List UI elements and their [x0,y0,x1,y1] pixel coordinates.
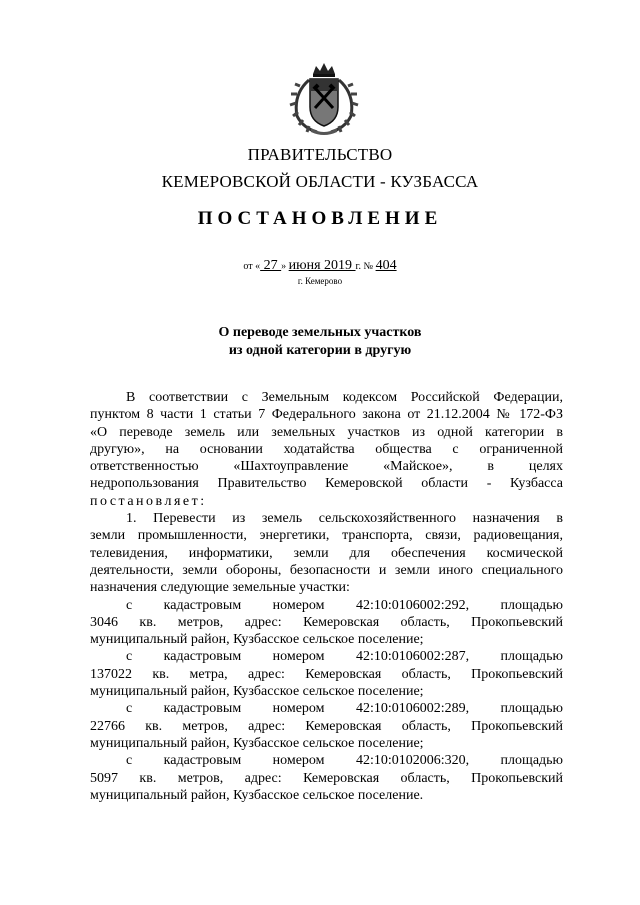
parcel-line: 22766 кв. метров, адрес: Кемеровская область, Прокопьевский [90,718,563,734]
parcel-line: муниципальный район, Кузбасское сельское поселение; [90,735,424,751]
preamble-line: недропользования Правительство Кемеровской области - Кузбасса [90,476,563,492]
parcel-line: муниципальный район, Кузбасское сельское поселение; [90,632,424,648]
item1-line: земли промышленности, энергетики, транспорта, связи, радиовещания, [90,528,563,544]
subject-line2: из одной категории в другую [228,343,412,358]
document-subject [0,324,640,360]
item1-line: 1. Перевести из земель сельскохозяйственного назначения в [126,511,563,527]
date-close-quote: » [281,261,289,272]
date-year-suffix: г. [355,261,362,272]
date-day: 27 [260,258,282,273]
date-from-label: от « [243,261,261,272]
parcel-line: с кадастровым номером 42:10:0106002:289, площадью [126,701,563,717]
parcel-line: муниципальный район, Кузбасское сельское поселение; [90,684,424,700]
item1-line: деятельности, земли обороны, безопасности и земли иного специального [90,562,563,578]
preamble-line: пунктом 8 части 1 статьи 7 Федерального закона от 21.12.2004 № 172-ФЗ [90,407,563,423]
item1-line: телевидения, информатики, земли для обеспечения космической [90,545,563,561]
government-name-line2: КЕМЕРОВСКОЙ ОБЛАСТИ - КУЗБАССА [161,172,479,191]
resolves-word: постановляет: [90,493,207,509]
parcel-line: муниципальный район, Кузбасское сельское поселение. [90,787,424,803]
preamble-line: ответственностью «Шахтоуправление «Майское», в целях [90,459,563,475]
date-number-line [0,258,640,274]
city-name: г. Кемерово [297,276,343,286]
parcel-line: с кадастровым номером 42:10:0106002:287, площадью [126,649,563,665]
date-month-year: июня 2019 [288,258,356,273]
document-type-title: ПОСТАНОВЛЕНИЕ [197,208,443,229]
coat-of-arms-emblem [289,60,359,136]
preamble-line: «О переводе земель или земельных участков из одной категории в [90,424,563,440]
document-number-label: № [361,261,376,272]
parcel-line: 5097 кв. метров, адрес: Кемеровская область, Прокопьевский [90,770,563,786]
parcel-line: с кадастровым номером 42:10:0106002:292, площадью [126,597,563,613]
parcel-line: с кадастровым номером 42:10:0102006:320, площадью [126,753,563,769]
document-number: 404 [375,258,397,273]
government-name-line1: ПРАВИТЕЛЬСТВО [247,145,393,164]
parcel-line: 3046 кв. метров, адрес: Кемеровская область, Прокопьевский [90,614,563,630]
preamble-line: В соответствии с Земельным кодексом Российской Федерации, [126,390,563,405]
item1-line: назначения следующие земельные участки: [90,580,350,596]
parcel-line: 137022 кв. метра, адрес: Кемеровская область, Прокопьевский [90,666,563,682]
preamble-line: другую», на основании ходатайства общества с ограниченной [90,441,563,457]
document-body [90,389,563,804]
subject-line1: О переводе земельных участков [218,325,422,340]
